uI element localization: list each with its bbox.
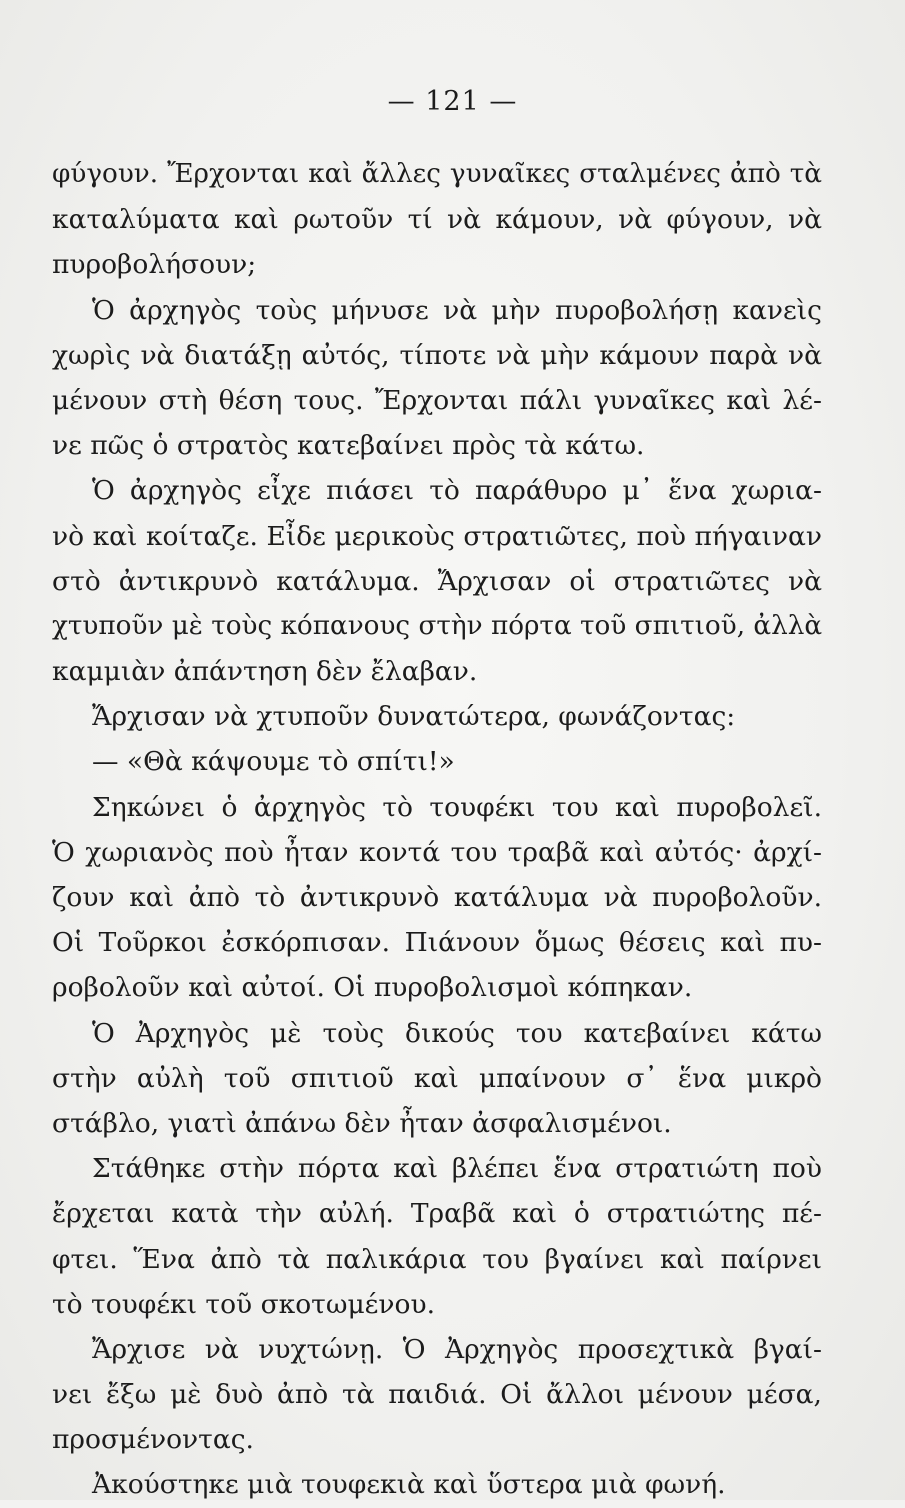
- text-line: φτει. Ἕνα ἀπὸ τὰ παλικάρια του βγαίνει καὶ παίρνει: [52, 1243, 822, 1275]
- text-line: τὸ τουφέκι τοῦ σκοτωμένου.: [52, 1288, 435, 1320]
- text-line: καμμιὰν ἀπάντηση δὲν ἔλαβαν.: [52, 656, 478, 688]
- text-line: χωρὶς νὰ διατάξῃ αὐτός, τίποτε νὰ μὴν κάμουν παρὰ νὰ: [52, 339, 822, 371]
- text-line: στὴν αὐλὴ τοῦ σπιτιοῦ καὶ μπαίνουν σ᾽ ἕνα μικρὸ: [52, 1062, 822, 1094]
- text-line: πυροβολήσουν;: [52, 249, 257, 281]
- text-line: Ἀκούστηκε μιὰ τουφεκιὰ καὶ ὕστερα μιὰ φωνή.: [92, 1469, 726, 1501]
- text-line: Οἱ Τοῦρκοι ἐσκόρπισαν. Πιάνουν ὅμως θέσεις καὶ πυ-: [52, 927, 822, 959]
- text-line: νει ἔξω μὲ δυὸ ἀπὸ τὰ παιδιά. Οἱ ἄλλοι μένουν μέσα,: [52, 1379, 822, 1411]
- text-line: Ὁ ἀρχηγὸς τοὺς μήνυσε νὰ μὴν πυροβολήσῃ κανεὶς: [92, 294, 822, 326]
- text-line: μένουν στὴ θέση τους. Ἔρχονται πάλι γυναῖκες καὶ λέ-: [52, 384, 822, 416]
- text-line: Ὁ Ἀρχηγὸς μὲ τοὺς δικούς του κατεβαίνει κάτω: [92, 1017, 822, 1049]
- text-line: νε πῶς ὁ στρατὸς κατεβαίνει πρὸς τὰ κάτω.: [52, 430, 645, 462]
- text-line: Ἄρχισε νὰ νυχτώνῃ. Ὁ Ἀρχηγὸς προσεχτικὰ βγαί-: [92, 1333, 822, 1365]
- text-line: φύγουν. Ἔρχονται καὶ ἄλλες γυναῖκες σταλμένες ἀπὸ τὰ: [52, 159, 822, 189]
- text-line: Ὁ χωριανὸς ποὺ ἦταν κοντά του τραβᾶ καὶ αὐτός· ἀρχί-: [52, 836, 822, 868]
- text-line: στὸ ἀντικρυνὸ κατάλυμα. Ἄρχισαν οἱ στρατιῶτες νὰ: [52, 565, 822, 597]
- text-line: Ἄρχισαν νὰ χτυποῦν δυνατώτερα, φωνάζοντας:: [92, 701, 736, 733]
- text-line: Στάθηκε στὴν πόρτα καὶ βλέπει ἕνα στρατιώτη ποὺ: [92, 1153, 822, 1185]
- body-text: [52, 152, 822, 1508]
- text-line: ἔρχεται κατὰ τὴν αὐλή. Τραβᾶ καὶ ὁ στρατιώτης πέ-: [52, 1198, 822, 1230]
- text-line: Σηκώνει ὁ ἀρχηγὸς τὸ τουφέκι του καὶ πυροβολεῖ.: [92, 791, 822, 823]
- text-line: προσμένοντας.: [52, 1424, 254, 1456]
- text-line: καταλύματα καὶ ρωτοῦν τί νὰ κάμουν, νὰ φύγουν, νὰ: [52, 204, 822, 236]
- text-line: — «Θὰ κάψουμε τὸ σπίτι!»: [92, 746, 455, 778]
- text-line: στάβλο, γιατὶ ἀπάνω δὲν ἦταν ἀσφαλισμένοι.: [52, 1107, 672, 1139]
- text-line: Ὁ ἀρχηγὸς εἶχε πιάσει τὸ παράθυρο μ᾽ ἕνα χωρια-: [92, 475, 822, 507]
- text-line: ζουν καὶ ἀπὸ τὸ ἀντικρυνὸ κατάλυμα νὰ πυροβολοῦν.: [52, 882, 822, 913]
- text-line: ροβολοῦν καὶ αὐτοί. Οἱ πυροβολισμοὶ κόπηκαν.: [52, 972, 693, 1004]
- text-line: νὸ καὶ κοίταζε. Εἶδε μερικοὺς στρατιῶτες, ποὺ πήγαιναν: [52, 520, 822, 552]
- page-number: — 121 —: [387, 86, 518, 117]
- text-line: χτυποῦν μὲ τοὺς κόπανους στὴν πόρτα τοῦ σπιτιοῦ, ἀλλὰ: [52, 610, 823, 641]
